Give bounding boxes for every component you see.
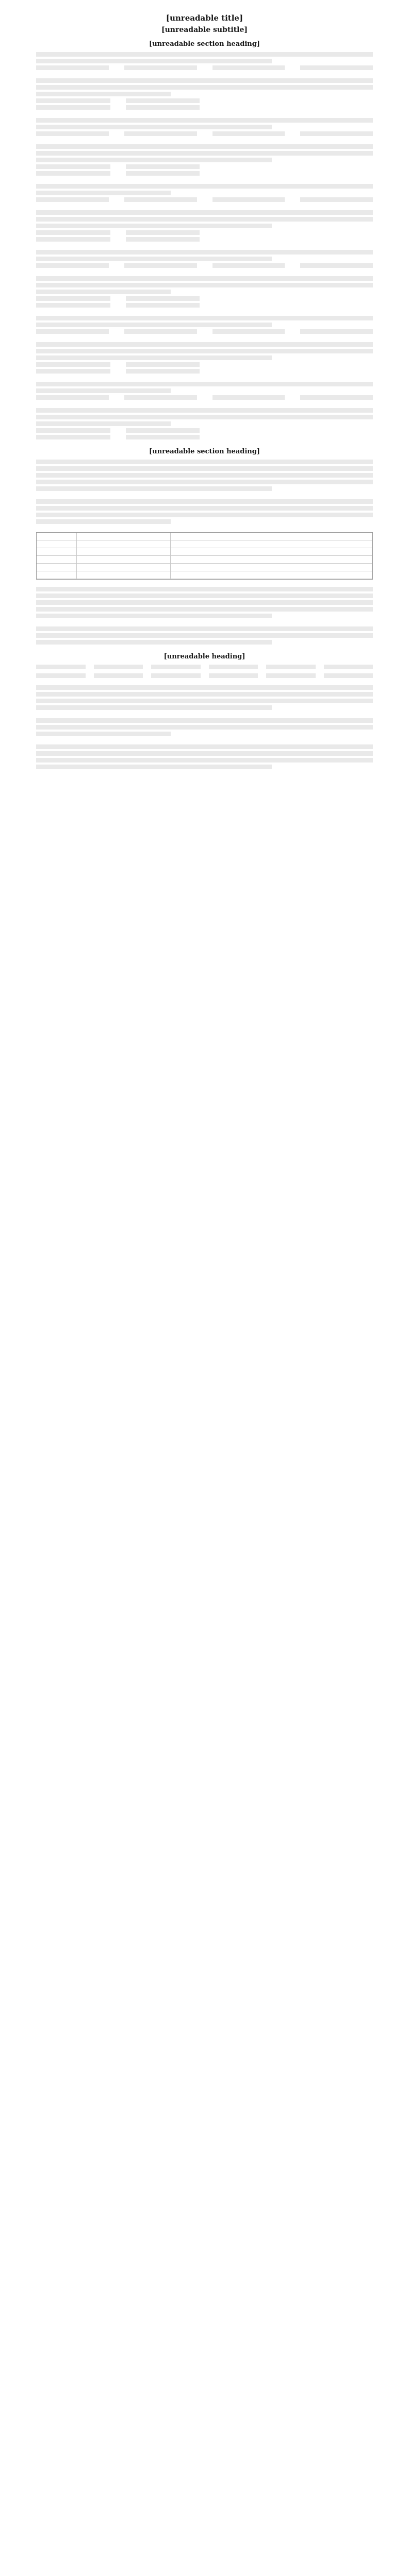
answer-list <box>36 685 373 769</box>
question-block <box>36 382 373 400</box>
essay-block <box>36 587 373 618</box>
section-heading-1: [unreadable section heading] <box>149 40 260 48</box>
answer-heading: [unreadable heading] <box>163 653 246 660</box>
data-table <box>36 532 373 580</box>
question-block <box>36 52 373 70</box>
question-block <box>36 250 373 268</box>
question-block <box>36 276 373 308</box>
answer-block <box>36 685 373 710</box>
section-heading-2: [unreadable section heading] <box>149 448 260 455</box>
essay-block <box>36 460 373 491</box>
question-list <box>36 52 373 439</box>
question-block <box>36 342 373 374</box>
question-block <box>36 144 373 176</box>
answer-grid <box>36 665 373 678</box>
document-title: [unreadable title] <box>166 13 243 23</box>
question-block <box>36 408 373 439</box>
answer-block <box>36 744 373 769</box>
question-block <box>36 184 373 202</box>
question-block <box>36 316 373 334</box>
answer-block <box>36 718 373 736</box>
essay-block <box>36 499 373 524</box>
document-subtitle: [unreadable subtitle] <box>161 26 248 34</box>
essay-block <box>36 626 373 645</box>
question-block <box>36 78 373 110</box>
question-block <box>36 210 373 242</box>
question-block <box>36 118 373 136</box>
essay-list <box>36 460 373 645</box>
